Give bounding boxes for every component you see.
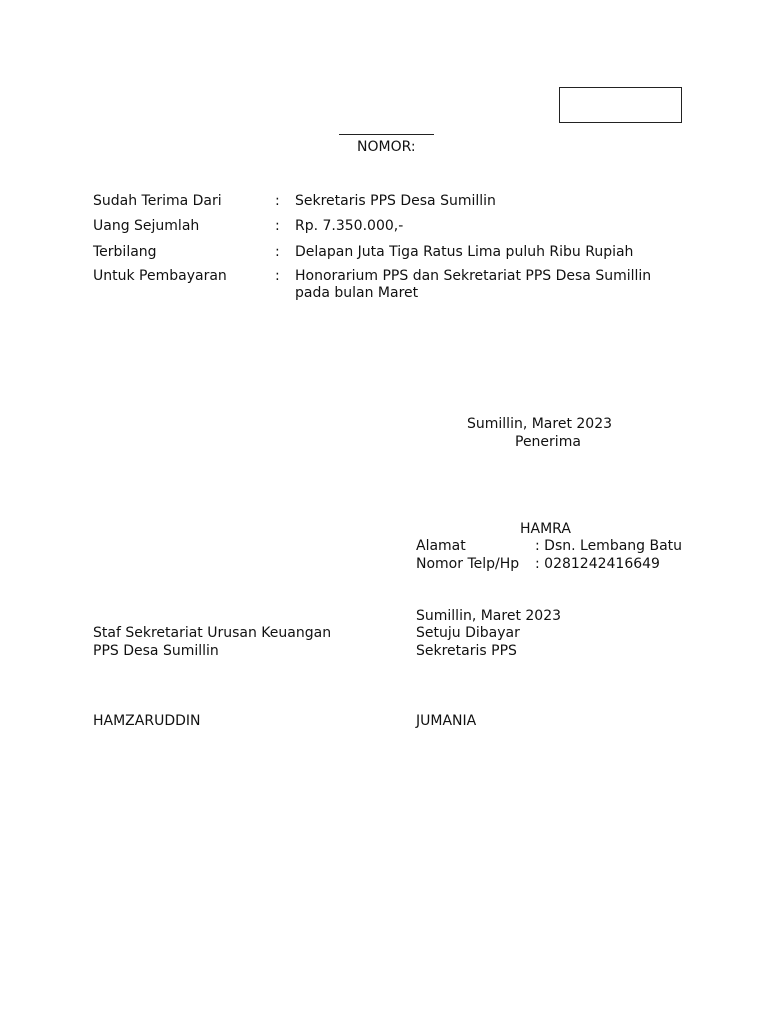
field-value-untuk-pembayaran-line2: pada bulan Maret	[295, 285, 419, 301]
nomor-label: NOMOR:	[357, 139, 416, 155]
field-colon: :	[275, 268, 280, 284]
field-value-untuk-pembayaran: Honorarium PPS dan Sekretariat PPS Desa Sumillin	[295, 268, 652, 284]
finance-staff-name: HAMZARUDDIN	[93, 713, 201, 729]
field-label-uang-sejumlah: Uang Sejumlah	[93, 218, 200, 234]
number-box	[559, 87, 682, 123]
field-value-sudah-terima: Sekretaris PPS Desa Sumillin	[295, 193, 496, 209]
approval-place-date: Sumillin, Maret 2023	[416, 608, 562, 624]
field-value-uang-sejumlah: Rp. 7.350.000,-	[295, 218, 404, 234]
approval-name: JUMANIA	[416, 713, 477, 729]
field-colon: :	[275, 244, 280, 260]
field-value-terbilang: Delapan Juta Tiga Ratus Lima puluh Ribu Rupiah	[295, 244, 634, 260]
field-label-untuk-pembayaran: Untuk Pembayaran	[93, 268, 227, 284]
recipient-address-label: Alamat	[416, 538, 466, 554]
field-colon: :	[275, 193, 280, 209]
recipient-place-date: Sumillin, Maret 2023	[467, 416, 613, 432]
field-label-sudah-terima: Sudah Terima Dari	[93, 193, 222, 209]
recipient-phone-value: : 0281242416649	[535, 556, 660, 572]
approval-line1: Setuju Dibayar	[416, 625, 520, 641]
finance-staff-line1: Staf Sekretariat Urusan Keuangan	[93, 625, 332, 641]
recipient-phone-label: Nomor Telp/Hp	[416, 556, 520, 572]
finance-staff-line2: PPS Desa Sumillin	[93, 643, 219, 659]
nomor-underline	[339, 134, 434, 135]
field-colon: :	[275, 218, 280, 234]
recipient-name: HAMRA	[520, 521, 571, 537]
recipient-address-value: : Dsn. Lembang Batu	[535, 538, 683, 554]
recipient-role: Penerima	[515, 434, 581, 450]
approval-line2: Sekretaris PPS	[416, 643, 517, 659]
field-label-terbilang: Terbilang	[93, 244, 157, 260]
